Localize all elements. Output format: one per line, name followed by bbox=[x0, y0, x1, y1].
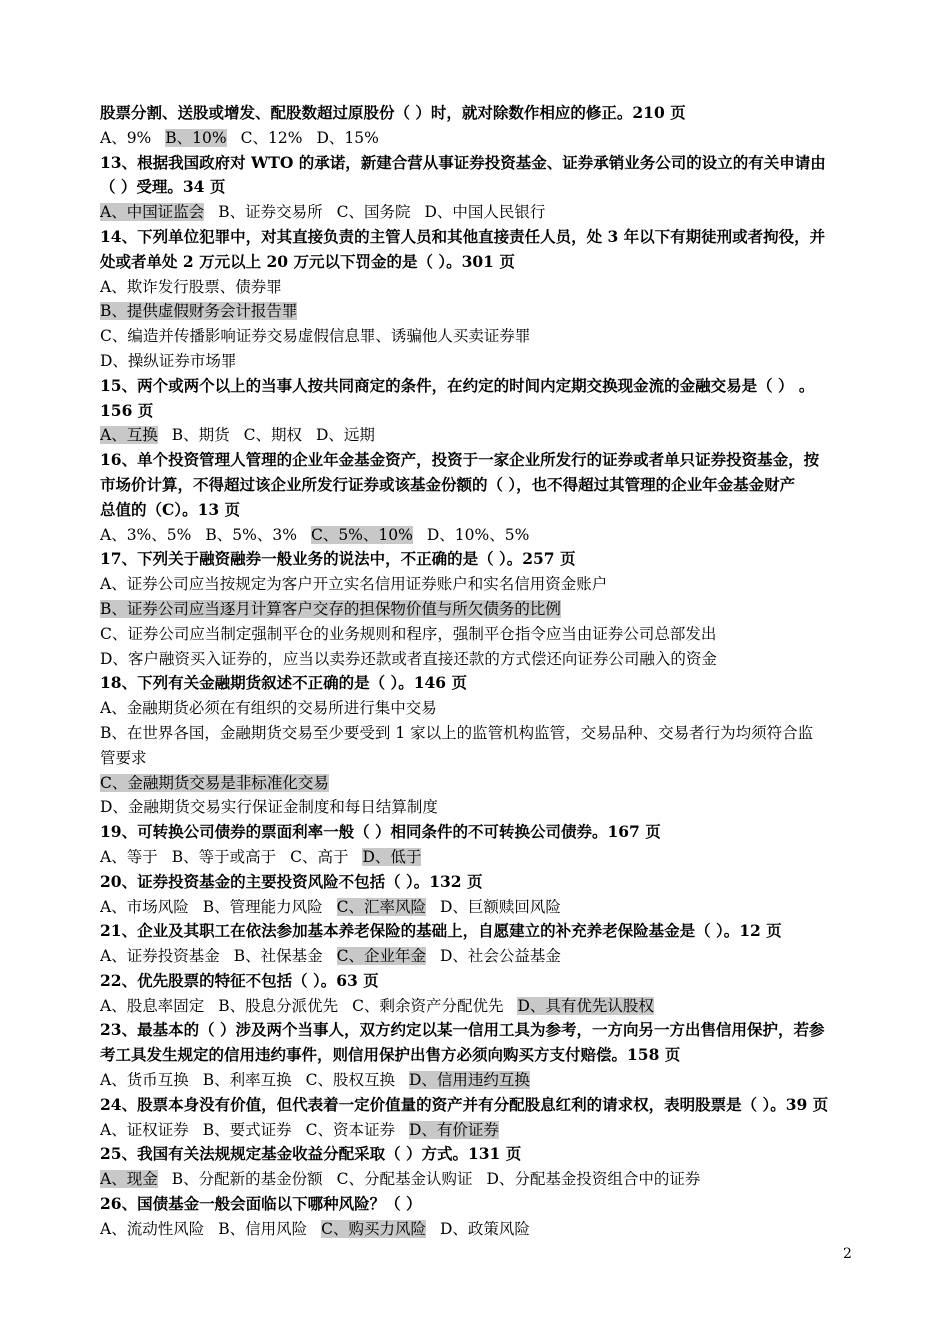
option-answer-highlighted: D、有价证券 bbox=[408, 1120, 499, 1139]
option-text: B、社保基金 bbox=[233, 947, 323, 966]
question-text: 15、两个或两个以上的当事人按共同商定的条件，在约定的时间内定期交换现金流的金融交易是（ ） 。 bbox=[100, 375, 815, 395]
option-text: D、客户融资买入证券的，应当以卖券还款或者直接还款的方式偿还向证券公司融入的资金 bbox=[100, 649, 717, 668]
option-answer-highlighted: A、互换 bbox=[100, 426, 158, 445]
option-answer-highlighted: B、10% bbox=[165, 128, 227, 147]
option-answer-highlighted: C、汇率风险 bbox=[336, 897, 426, 916]
option-row bbox=[100, 523, 865, 548]
option-text: D、远期 bbox=[315, 426, 375, 445]
option-text: D、金融期货交易实行保证金制度和每日结算制度 bbox=[100, 798, 438, 817]
option-text: A、欺诈发行股票、债券罪 bbox=[100, 277, 282, 296]
option-text: C、股权互换 bbox=[305, 1071, 395, 1090]
option-row bbox=[100, 721, 865, 746]
option-row bbox=[100, 895, 865, 920]
option-text: D、分配基金投资组合中的证券 bbox=[486, 1170, 701, 1189]
option-row bbox=[100, 299, 865, 324]
option-row bbox=[100, 126, 865, 151]
option-text: A、流动性风险 bbox=[100, 1219, 205, 1238]
question-text: 13、根据我国政府对 WTO 的承诺，新建合营从事证券投资基金、证券承销业务公司的设立的有关申请由 bbox=[100, 152, 826, 172]
question-text: 处或者单处 2 万元以上 20 万元以下罚金的是（ ）。301 页 bbox=[100, 251, 515, 271]
option-answer-highlighted: D、低于 bbox=[362, 847, 422, 866]
option-text: B、期货 bbox=[171, 426, 230, 445]
question-text: 24、股票本身没有价值，但代表着一定价值量的资产并有分配股息红利的请求权，表明股票是（ ）。39 页 bbox=[100, 1094, 829, 1114]
page-number: 2 bbox=[843, 1246, 852, 1262]
option-text: C、国务院 bbox=[336, 203, 411, 222]
option-text: A、货币互换 bbox=[100, 1071, 189, 1090]
question-text: 考工具发生规定的信用违约事件，则信用保护出售方必须向购买方支付赔偿。158 页 bbox=[100, 1045, 681, 1065]
question-text: 23、最基本的（ ）涉及两个当事人，双方约定以某一信用工具为参考，一方向另一方出售信用保护，若参 bbox=[100, 1020, 825, 1040]
option-answer-highlighted: A、现金 bbox=[100, 1170, 158, 1189]
option-answer-highlighted: C、5%、10% bbox=[310, 525, 413, 544]
option-row bbox=[100, 1068, 865, 1093]
question-text: 股票分割、送股或增发、配股数超过原股份（ ）时，就对除数作相应的修正。210 页 bbox=[100, 103, 686, 122]
question-text: 17、下列关于融资融券一般业务的说法中，不正确的是（ ）。257 页 bbox=[100, 549, 576, 569]
option-text: A、证券投资基金 bbox=[100, 947, 220, 966]
option-answer-highlighted: C、企业年金 bbox=[336, 947, 426, 966]
question-text: 14、下列单位犯罪中，对其直接负责的主管人员和其他直接责任人员，处 3 年以下有期徒刑或者拘役，并 bbox=[100, 226, 826, 246]
option-text: C、分配基金认购证 bbox=[336, 1170, 473, 1189]
option-row bbox=[100, 746, 865, 771]
option-text: C、资本证券 bbox=[305, 1120, 395, 1139]
option-text: B、等于或高于 bbox=[171, 847, 277, 866]
option-text: D、15% bbox=[316, 128, 379, 147]
option-answer-highlighted: B、提供虚假财务会计报告罪 bbox=[100, 302, 298, 321]
option-text: A、等于 bbox=[100, 847, 158, 866]
option-text: 管要求 bbox=[100, 748, 147, 767]
option-text: B、要式证券 bbox=[202, 1120, 292, 1139]
question-text: 18、下列有关金融期货叙述不正确的是（ ）。146 页 bbox=[100, 673, 467, 693]
option-row bbox=[100, 597, 865, 622]
question-text: 20、证券投资基金的主要投资风险不包括（ ）。132 页 bbox=[100, 871, 483, 891]
option-answer-highlighted: A、中国证监会 bbox=[100, 203, 205, 222]
option-text: B、分配新的基金份额 bbox=[171, 1170, 323, 1189]
option-row bbox=[100, 994, 865, 1019]
option-text: D、社会公益基金 bbox=[439, 947, 561, 966]
option-row bbox=[100, 1118, 865, 1143]
option-row bbox=[100, 845, 865, 870]
option-text: A、证券公司应当按规定为客户开立实名信用证券账户和实名信用资金账户 bbox=[100, 575, 608, 594]
option-text: D、10%、5% bbox=[426, 525, 530, 544]
question-text: 25、我国有关法规规定基金收益分配采取（ ）方式。131 页 bbox=[100, 1144, 522, 1164]
question-text: 156 页 bbox=[100, 400, 154, 420]
option-row bbox=[100, 200, 865, 225]
option-text: D、巨额赎回风险 bbox=[439, 897, 561, 916]
option-text: C、剩余资产分配优先 bbox=[352, 996, 504, 1015]
option-text: A、3%、5% bbox=[100, 525, 192, 544]
option-row bbox=[100, 647, 865, 672]
option-answer-highlighted: D、具有优先认股权 bbox=[517, 996, 654, 1015]
option-text: D、操纵证券市场罪 bbox=[100, 351, 237, 370]
option-text: B、信用风险 bbox=[218, 1219, 308, 1238]
option-row bbox=[100, 771, 865, 796]
option-text: B、证券交易所 bbox=[218, 203, 323, 222]
option-text: A、市场风险 bbox=[100, 897, 189, 916]
option-row bbox=[100, 795, 865, 820]
option-text: B、5%、3% bbox=[205, 525, 297, 544]
option-text: A、证权证券 bbox=[100, 1120, 189, 1139]
option-row bbox=[100, 696, 865, 721]
option-answer-highlighted: B、证券公司应当逐月计算客户交存的担保物价值与所欠债务的比例 bbox=[100, 599, 561, 618]
option-text: B、在世界各国，金融期货交易至少要受到 1 家以上的监管机构监管，交易品种、交易者行为均须符合监 bbox=[100, 723, 814, 742]
option-text: A、9% bbox=[100, 128, 152, 147]
option-text: C、编造并传播影响证券交易虚假信息罪、诱骗他人买卖证券罪 bbox=[100, 327, 531, 346]
option-text: B、管理能力风险 bbox=[202, 897, 323, 916]
option-row bbox=[100, 324, 865, 349]
option-row bbox=[100, 944, 865, 969]
option-row bbox=[100, 423, 865, 448]
option-text: B、利率互换 bbox=[202, 1071, 292, 1090]
question-text: 总值的（C）。13 页 bbox=[100, 499, 241, 519]
option-answer-highlighted: D、信用违约互换 bbox=[408, 1071, 530, 1090]
question-text: 21、企业及其职工在依法参加基本养老保险的基础上，自愿建立的补充养老保险基金是（ ）。12 页 bbox=[100, 921, 782, 941]
question-text: （ ）受理。34 页 bbox=[100, 177, 226, 197]
option-text: A、股息率固定 bbox=[100, 996, 205, 1015]
option-answer-highlighted: C、购买力风险 bbox=[321, 1219, 426, 1238]
option-row bbox=[100, 349, 865, 374]
option-text: C、证券公司应当制定强制平仓的业务规则和程序，强制平仓指令应当由证券公司总部发出 bbox=[100, 624, 717, 643]
option-text: D、政策风险 bbox=[439, 1219, 530, 1238]
option-text: B、股息分派优先 bbox=[218, 996, 339, 1015]
question-text: 26、国债基金一般会面临以下哪种风险？（ ） bbox=[100, 1194, 422, 1214]
option-text: C、12% bbox=[240, 128, 303, 147]
question-list bbox=[100, 101, 865, 1242]
question-text: 19、可转换公司债券的票面利率一般（ ）相同条件的不可转换公司债券。167 页 bbox=[100, 822, 661, 842]
option-text: C、高于 bbox=[290, 847, 349, 866]
option-row bbox=[100, 572, 865, 597]
question-text: 22、优先股票的特征不包括（ ）。63 页 bbox=[100, 970, 379, 990]
option-text: A、金融期货必须在有组织的交易所进行集中交易 bbox=[100, 699, 437, 718]
option-row bbox=[100, 1217, 865, 1242]
option-answer-highlighted: C、金融期货交易是非标准化交易 bbox=[100, 773, 329, 792]
option-row bbox=[100, 622, 865, 647]
option-row bbox=[100, 275, 865, 300]
option-text: D、中国人民银行 bbox=[424, 203, 546, 222]
question-text: 16、单个投资管理人管理的企业年金基金资产，投资于一家企业所发行的证券或者单只证券投资基金，按 bbox=[100, 450, 820, 470]
question-text: 市场价计算，不得超过该企业所发行证券或该基金份额的（ ），也不得超过其管理的企业年金基金财产 bbox=[100, 474, 796, 494]
option-row bbox=[100, 1167, 865, 1192]
option-text: C、期权 bbox=[243, 426, 302, 445]
